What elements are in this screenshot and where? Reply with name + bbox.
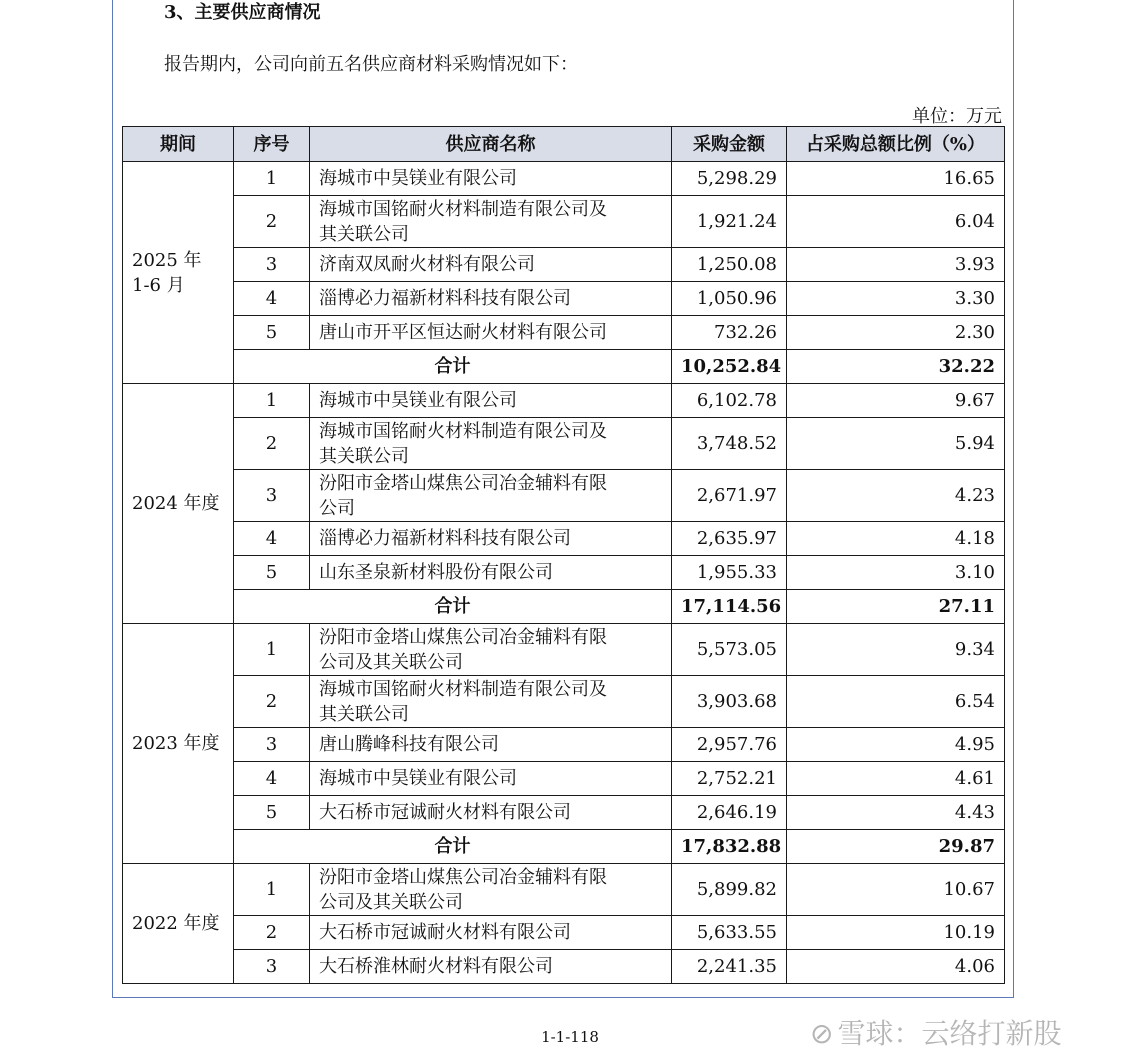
table-row [123, 418, 1005, 470]
supplier-name-cell [310, 762, 672, 796]
header-seq: 序号 [234, 127, 310, 162]
header-supplier-name: 供应商名称 [310, 127, 672, 162]
percentage-cell: 6.04 [787, 196, 1005, 248]
table-row [123, 282, 1005, 316]
period-cell [123, 864, 234, 984]
total-row [123, 350, 1005, 384]
total-amount-cell: 10,252.84 [672, 350, 787, 384]
table-header-row [123, 127, 1005, 162]
amount-cell: 1,050.96 [672, 282, 787, 316]
text-line: 海城市中昊镁业有限公司 [319, 390, 517, 411]
percentage-cell: 3.93 [787, 248, 1005, 282]
total-amount-cell: 17,114.56 [672, 590, 787, 624]
text-line: 济南双凤耐火材料有限公司 [319, 254, 535, 275]
supplier-name-cell [310, 384, 672, 418]
text-line: 唐山市开平区恒达耐火材料有限公司 [319, 322, 607, 343]
percentage-cell: 9.67 [787, 384, 1005, 418]
amount-cell: 5,573.05 [672, 624, 787, 676]
supplier-name-cell [310, 728, 672, 762]
percentage-cell: 4.23 [787, 470, 1005, 522]
table-body [123, 162, 1005, 984]
percentage-cell: 9.34 [787, 624, 1005, 676]
seq-cell: 2 [234, 676, 310, 728]
percentage-cell: 6.54 [787, 676, 1005, 728]
amount-cell: 3,903.68 [672, 676, 787, 728]
seq-cell: 3 [234, 950, 310, 984]
total-row [123, 590, 1005, 624]
total-label-cell: 合计 [234, 590, 672, 624]
seq-cell: 1 [234, 162, 310, 196]
seq-cell: 4 [234, 522, 310, 556]
intro-paragraph: 报告期内，公司向前五名供应商材料采购情况如下： [164, 54, 578, 75]
total-percentage-cell: 27.11 [787, 590, 1005, 624]
seq-cell: 1 [234, 864, 310, 916]
amount-cell: 2,671.97 [672, 470, 787, 522]
table-row [123, 470, 1005, 522]
seq-cell: 4 [234, 282, 310, 316]
text-line: 1-6 月 [132, 274, 185, 296]
seq-cell: 3 [234, 248, 310, 282]
header-period: 期间 [123, 127, 234, 162]
percentage-cell: 16.65 [787, 162, 1005, 196]
percentage-cell: 10.19 [787, 916, 1005, 950]
text-line: 海城市中昊镁业有限公司 [319, 168, 517, 189]
period-cell [123, 162, 234, 384]
amount-cell: 2,957.76 [672, 728, 787, 762]
seq-cell: 5 [234, 316, 310, 350]
supplier-name-cell [310, 796, 672, 830]
table-row [123, 522, 1005, 556]
snowball-logo-icon: ⊘ [810, 1017, 834, 1050]
text-line: 唐山腾峰科技有限公司 [319, 734, 499, 755]
percentage-cell: 4.43 [787, 796, 1005, 830]
supplier-name-cell [310, 916, 672, 950]
table-row [123, 676, 1005, 728]
total-amount-cell: 17,832.88 [672, 830, 787, 864]
percentage-cell: 10.67 [787, 864, 1005, 916]
amount-cell: 2,646.19 [672, 796, 787, 830]
total-row [123, 830, 1005, 864]
percentage-cell: 4.61 [787, 762, 1005, 796]
seq-cell: 3 [234, 470, 310, 522]
seq-cell: 2 [234, 418, 310, 470]
text-line: 其关联公司 [319, 703, 409, 725]
total-label-cell: 合计 [234, 350, 672, 384]
table-row [123, 384, 1005, 418]
table-row [123, 248, 1005, 282]
seq-cell: 1 [234, 384, 310, 418]
amount-cell: 732.26 [672, 316, 787, 350]
seq-cell: 3 [234, 728, 310, 762]
text-line: 2024 年度 [132, 493, 220, 514]
text-line: 汾阳市金塔山煤焦公司冶金辅料有限 [319, 472, 607, 494]
supplier-name-cell [310, 624, 672, 676]
table-row [123, 624, 1005, 676]
supplier-table [122, 126, 1005, 984]
supplier-name-cell [310, 864, 672, 916]
table-row [123, 556, 1005, 590]
table-row [123, 196, 1005, 248]
text-line: 大石桥市冠诚耐火材料有限公司 [319, 802, 571, 823]
text-line: 2025 年 [132, 249, 202, 271]
text-line: 2023 年度 [132, 733, 220, 754]
text-line: 淄博必力福新材料科技有限公司 [319, 288, 571, 309]
supplier-name-cell [310, 470, 672, 522]
watermark-text: 雪球：云络打新股 [837, 1017, 1062, 1050]
table-row [123, 316, 1005, 350]
supplier-name-cell [310, 196, 672, 248]
total-label-cell: 合计 [234, 830, 672, 864]
supplier-name-cell [310, 316, 672, 350]
table-row [123, 916, 1005, 950]
percentage-cell: 3.10 [787, 556, 1005, 590]
amount-cell: 1,250.08 [672, 248, 787, 282]
period-cell [123, 384, 234, 624]
supplier-name-cell [310, 162, 672, 196]
text-line: 其关联公司 [319, 445, 409, 467]
period-cell [123, 624, 234, 864]
unit-label: 单位：万元 [912, 106, 1002, 127]
text-line: 海城市国铭耐火材料制造有限公司及 [319, 678, 607, 700]
amount-cell: 3,748.52 [672, 418, 787, 470]
amount-cell: 6,102.78 [672, 384, 787, 418]
page-number: 1-1-118 [541, 1028, 599, 1046]
amount-cell: 1,955.33 [672, 556, 787, 590]
supplier-name-cell [310, 950, 672, 984]
supplier-name-cell [310, 556, 672, 590]
text-line: 海城市中昊镁业有限公司 [319, 768, 517, 789]
amount-cell: 2,241.35 [672, 950, 787, 984]
percentage-cell: 2.30 [787, 316, 1005, 350]
text-line: 公司 [319, 497, 355, 519]
table-row [123, 864, 1005, 916]
supplier-name-cell [310, 248, 672, 282]
text-line: 其关联公司 [319, 223, 409, 245]
seq-cell: 5 [234, 796, 310, 830]
amount-cell: 5,899.82 [672, 864, 787, 916]
percentage-cell: 4.95 [787, 728, 1005, 762]
seq-cell: 1 [234, 624, 310, 676]
supplier-name-cell [310, 522, 672, 556]
amount-cell: 1,921.24 [672, 196, 787, 248]
text-line: 山东圣泉新材料股份有限公司 [319, 562, 553, 583]
header-amount: 采购金额 [672, 127, 787, 162]
supplier-name-cell [310, 418, 672, 470]
text-line: 公司及其关联公司 [319, 651, 463, 673]
table-row [123, 950, 1005, 984]
amount-cell: 5,633.55 [672, 916, 787, 950]
seq-cell: 4 [234, 762, 310, 796]
supplier-name-cell [310, 676, 672, 728]
text-line: 汾阳市金塔山煤焦公司冶金辅料有限 [319, 626, 607, 648]
table-row [123, 162, 1005, 196]
amount-cell: 2,752.21 [672, 762, 787, 796]
total-percentage-cell: 32.22 [787, 350, 1005, 384]
table-row [123, 762, 1005, 796]
text-line: 汾阳市金塔山煤焦公司冶金辅料有限 [319, 866, 607, 888]
percentage-cell: 4.18 [787, 522, 1005, 556]
table-row [123, 796, 1005, 830]
seq-cell: 5 [234, 556, 310, 590]
text-line: 公司及其关联公司 [319, 891, 463, 913]
supplier-name-cell [310, 282, 672, 316]
amount-cell: 2,635.97 [672, 522, 787, 556]
text-line: 淄博必力福新材料科技有限公司 [319, 528, 571, 549]
percentage-cell: 5.94 [787, 418, 1005, 470]
table-row [123, 728, 1005, 762]
header-percentage: 占采购总额比例（%） [787, 127, 1005, 162]
text-line: 大石桥淮林耐火材料有限公司 [319, 956, 553, 977]
seq-cell: 2 [234, 196, 310, 248]
text-line: 海城市国铭耐火材料制造有限公司及 [319, 420, 607, 442]
total-percentage-cell: 29.87 [787, 830, 1005, 864]
text-line: 2022 年度 [132, 913, 220, 934]
watermark [810, 1012, 1061, 1052]
amount-cell: 5,298.29 [672, 162, 787, 196]
percentage-cell: 4.06 [787, 950, 1005, 984]
percentage-cell: 3.30 [787, 282, 1005, 316]
text-line: 大石桥市冠诚耐火材料有限公司 [319, 922, 571, 943]
section-heading: 3、主要供应商情况 [164, 2, 321, 23]
seq-cell: 2 [234, 916, 310, 950]
text-line: 海城市国铭耐火材料制造有限公司及 [319, 198, 607, 220]
